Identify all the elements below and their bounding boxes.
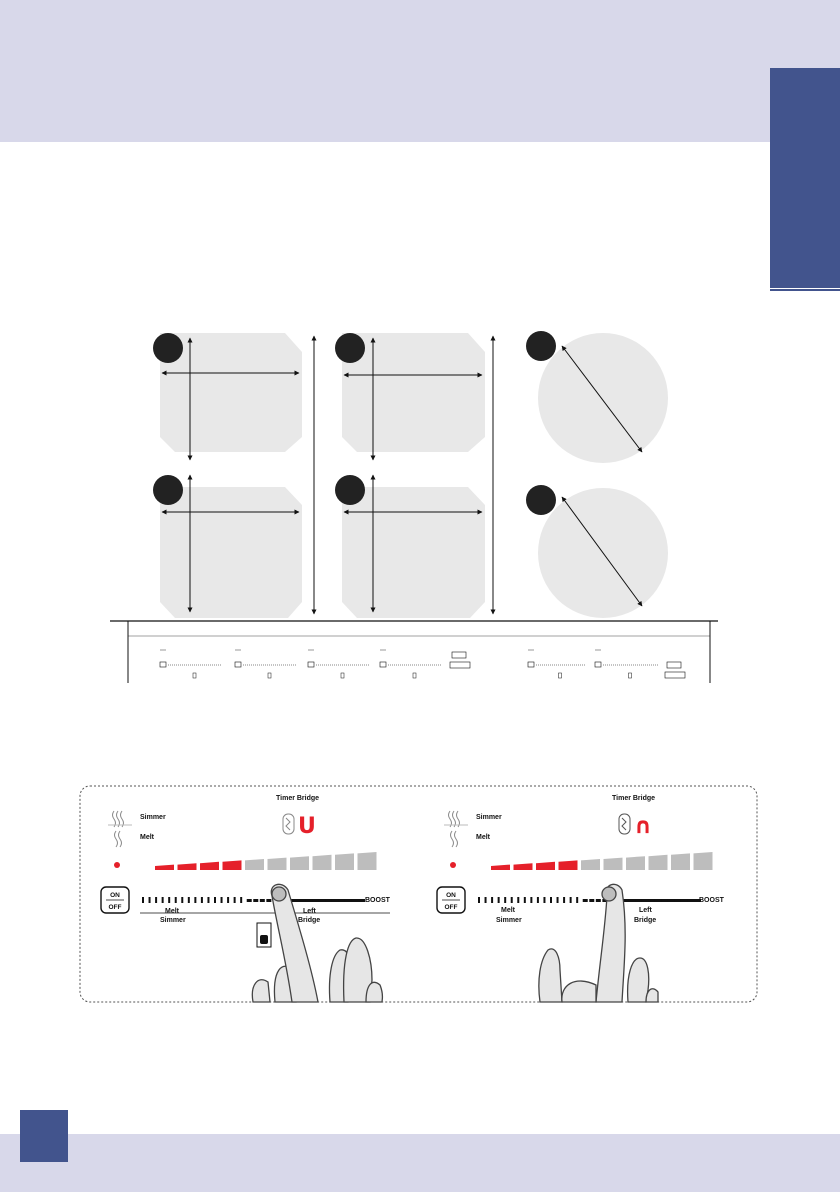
slider-tick[interactable] (201, 897, 203, 903)
slider-tick[interactable] (596, 899, 601, 902)
slider-tick[interactable] (629, 899, 636, 902)
bridge-position-label: Bridge (298, 917, 321, 924)
slider-tick[interactable] (266, 899, 271, 902)
level-segment-inactive (671, 853, 690, 870)
bridge-icon (283, 814, 294, 834)
simmer-position-label: Simmer (496, 917, 522, 924)
slider-tick[interactable] (537, 897, 539, 903)
melt-icon (115, 831, 122, 847)
slider-tick[interactable] (338, 899, 345, 902)
level-segment-active (178, 863, 197, 870)
slider-tick[interactable] (589, 899, 594, 902)
slider-tick[interactable] (681, 899, 688, 902)
slider-tick[interactable] (478, 897, 480, 903)
bridge-display: ∩ (634, 814, 652, 839)
on-off-button[interactable] (101, 887, 129, 913)
slider-tick[interactable] (247, 899, 252, 902)
level-segment-inactive (245, 859, 264, 870)
slider-tick[interactable] (570, 897, 572, 903)
svg-text:OFF: OFF (444, 904, 458, 911)
slider-tick[interactable] (319, 899, 326, 902)
level-segment-active (559, 860, 578, 870)
slider-tick[interactable] (655, 899, 662, 902)
slider-tick[interactable] (227, 897, 229, 903)
level-segment-inactive (694, 852, 713, 870)
power-slider[interactable] (478, 897, 701, 903)
slider-tick[interactable] (524, 897, 526, 903)
svg-text:OFF: OFF (108, 904, 122, 911)
slider-tick[interactable] (155, 897, 157, 903)
slider-tick[interactable] (530, 897, 532, 903)
simmer-label: Simmer (140, 814, 166, 821)
slider-tick[interactable] (550, 897, 552, 903)
level-segment-active (536, 862, 555, 870)
slider-tick[interactable] (181, 897, 183, 903)
slider-tick[interactable] (642, 899, 649, 902)
slider-tick[interactable] (687, 899, 694, 902)
slider-tick[interactable] (293, 899, 300, 902)
boost-label: BOOST (365, 897, 390, 904)
slider-tick[interactable] (306, 899, 313, 902)
slider-tick[interactable] (351, 899, 358, 902)
slider-tick[interactable] (299, 899, 306, 902)
slider-tick[interactable] (194, 897, 196, 903)
slider-tick[interactable] (234, 897, 236, 903)
slider-tick[interactable] (511, 897, 513, 903)
control-panel-right (437, 795, 725, 924)
melt-position-label: Melt (501, 907, 515, 914)
slider-tick[interactable] (162, 897, 164, 903)
slider-tick[interactable] (543, 897, 545, 903)
slider-tick[interactable] (221, 897, 223, 903)
melt-label: Melt (476, 834, 490, 841)
level-segment-active (514, 863, 533, 870)
slider-tick[interactable] (668, 899, 675, 902)
slider-tick[interactable] (504, 897, 506, 903)
simmer-label: Simmer (476, 814, 502, 821)
level-segment-inactive (581, 859, 600, 870)
svg-text:ON: ON (446, 892, 456, 899)
slider-tick[interactable] (253, 899, 258, 902)
timer-bridge-label: Timer Bridge (276, 795, 320, 802)
level-segment-inactive (358, 852, 377, 870)
level-segment-inactive (335, 853, 354, 870)
slider-tick[interactable] (563, 897, 565, 903)
slider-tick[interactable] (260, 899, 265, 902)
level-segment-inactive (604, 858, 623, 870)
slider-tick[interactable] (325, 899, 332, 902)
timer-bridge-label: Timer Bridge (612, 795, 656, 802)
svg-text:ON: ON (110, 892, 120, 899)
melt-position-label: Melt (165, 908, 179, 915)
level-segment-active (200, 862, 219, 870)
slider-tick[interactable] (517, 897, 519, 903)
left-position-label: Left (303, 908, 316, 915)
level-segment-active (155, 865, 174, 870)
slider-tick[interactable] (674, 899, 681, 902)
slider-tick[interactable] (345, 899, 352, 902)
bridge-position-label: Bridge (634, 917, 657, 924)
status-indicator-dot (114, 862, 120, 868)
slider-tick[interactable] (142, 897, 144, 903)
slider-tick[interactable] (240, 897, 242, 903)
slider-tick[interactable] (332, 899, 339, 902)
power-slider[interactable] (142, 897, 365, 903)
slider-tick[interactable] (312, 899, 319, 902)
panel-frame (80, 786, 757, 1002)
level-segment-active (223, 860, 242, 870)
slider-tick[interactable] (635, 899, 642, 902)
bridge-display: U (298, 814, 316, 839)
level-segment-inactive (313, 855, 332, 870)
on-off-button[interactable] (437, 887, 465, 913)
level-segment-inactive (649, 855, 668, 870)
footer-band (0, 1134, 840, 1192)
slider-tick[interactable] (358, 899, 365, 902)
slider-tick[interactable] (485, 897, 487, 903)
level-segment-active (491, 865, 510, 870)
status-indicator-dot (450, 862, 456, 868)
slider-tick[interactable] (491, 897, 493, 903)
boost-label: BOOST (699, 897, 724, 904)
slider-tick[interactable] (149, 897, 151, 903)
simmer-position-label: Simmer (160, 917, 186, 924)
bridge-icon (619, 814, 630, 834)
control-panel-left (101, 795, 391, 947)
slider-tick[interactable] (175, 897, 177, 903)
melt-label: Melt (140, 834, 154, 841)
page-number-box (20, 1110, 68, 1162)
slider-tick[interactable] (557, 897, 559, 903)
slider-tick[interactable] (168, 897, 170, 903)
power-level-bar (155, 852, 377, 870)
level-segment-inactive (290, 856, 309, 870)
power-level-bar (491, 852, 713, 870)
left-position-label: Left (639, 907, 652, 914)
level-segment-inactive (268, 858, 287, 870)
slider-tick[interactable] (214, 897, 216, 903)
slider-tick[interactable] (661, 899, 668, 902)
melt-icon (451, 831, 458, 847)
slider-tick[interactable] (188, 897, 190, 903)
bridge-key-icon[interactable] (257, 923, 271, 947)
slider-tick[interactable] (576, 897, 578, 903)
slider-tick[interactable] (207, 897, 209, 903)
slider-tick[interactable] (583, 899, 588, 902)
slider-tick[interactable] (648, 899, 655, 902)
slider-tick[interactable] (498, 897, 500, 903)
level-segment-inactive (626, 856, 645, 870)
